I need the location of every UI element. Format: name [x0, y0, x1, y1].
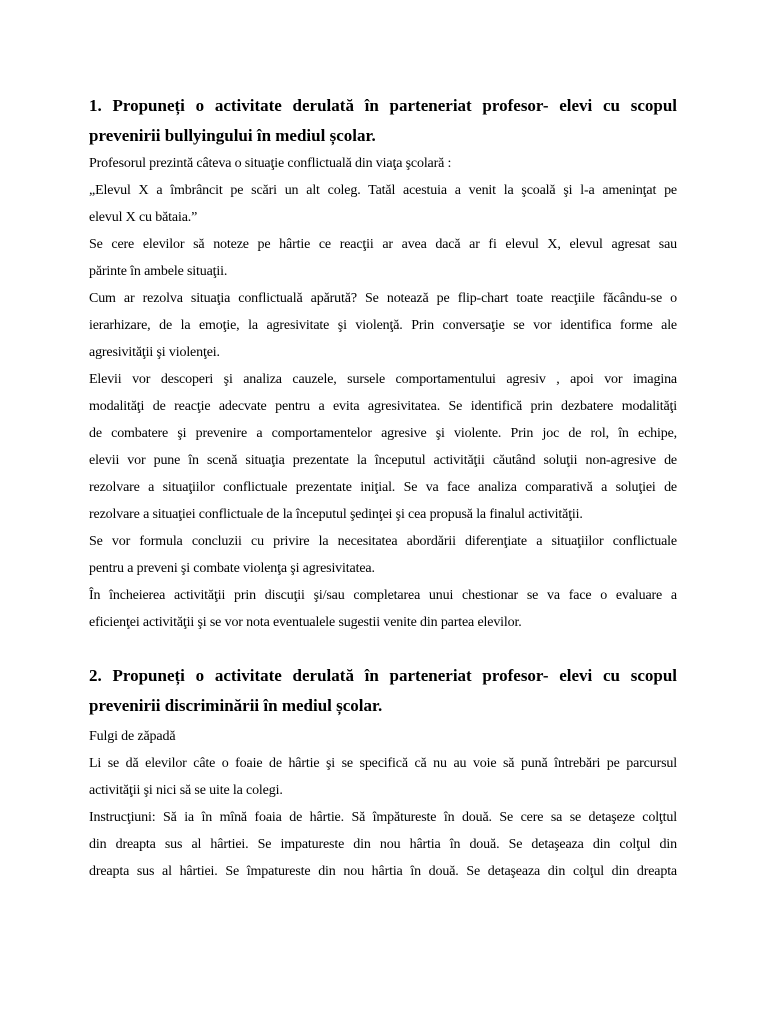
section-1-line: Elevii vor descoperi şi analiza cauzele, sursele comportamentului agresiv , apoi vor imagina [89, 372, 677, 387]
section-1-line: părinte în ambele situaţii. [89, 264, 228, 279]
section-1-line: Se cere elevilor să noteze pe hârtie ce reacţii ar avea dacă ar fi elevul X, elevul agresat sau [89, 237, 677, 252]
section-1-line: rezolvare a situaţiilor conflictuale prezentate iniţial. Se va face analiza comparativă a soluţiei de [89, 480, 677, 495]
section-1-line: elevii vor pune în scenă situaţia prezentate la începutul activităţii căutând soluţii non-agresive de [89, 453, 677, 468]
section-1-line: Se vor formula concluzii cu privire la necesitatea abordării diferenţiate a situaţiilor conflictuale [89, 534, 677, 549]
section-2-line: din dreapta sus al hârtiei. Se impatureste din nou hârtia în două. Se detaşeaza din colţul din [89, 837, 677, 852]
section-2-line: activităţii şi nici să se uite la colegi. [89, 783, 283, 798]
section-2-line: Instrucţiuni: Să ia în mînă foaia de hârtie. Să împătureste în două. Se cere sa se detaşeze colţtul [89, 810, 677, 825]
section-1-line: eficienţei activităţii şi se vor nota eventualele sugestii venite din partea elevilor. [89, 615, 522, 630]
section-1-line: În încheierea activităţii prin discuţii şi/sau completarea unui chestionar se va face o evaluare a [89, 588, 677, 603]
section-1-line: elevul X cu bătaia.” [89, 210, 198, 225]
section-2-heading: 2. Propuneți o activitate derulată în parteneriat profesor- elevi cu scopul prevenirii discriminării în mediul școlar. [89, 666, 677, 715]
section-2-line: dreapta sus al hârtiei. Se împatureste din nou hârtia în două. Se detaşeaza din colţul din dreapta [89, 864, 677, 879]
section-2-line: Fulgi de zăpadă [89, 729, 176, 744]
section-1-line: de combatere şi prevenire a comportamentelor agresive şi violente. Prin joc de rol, în echipe, [89, 426, 677, 441]
section-1-line: agresivităţii şi violenţei. [89, 345, 220, 360]
section-1-line: modalităţi de reacţie adecvate pentru a evita agresivitatea. Se identifică prin dezbatere modalităţi [89, 399, 677, 414]
section-1-heading: 1. Propuneți o activitate derulată în parteneriat profesor- elevi cu scopul prevenirii bullyingului în mediul școlar. [89, 96, 677, 145]
section-2-line: Li se dă elevilor câte o foaie de hârtie şi se specifică că nu au voie să pună întrebări pe parcursul [89, 756, 677, 771]
section-1-line: ierarhizare, de la emoţie, la agresivitate şi violenţă. Prin conversaţie se vor identifica forme ale [89, 318, 677, 333]
section-1-line: „Elevul X a îmbrâncit pe scări un alt coleg. Tatăl acestuia a venit la şcoală şi l-a ameninţat pe [89, 183, 677, 198]
section-1-line: Cum ar rezolva situaţia conflictuală apărută? Se notează pe flip-chart toate reacţiile făcându-se o [89, 291, 677, 306]
section-1-line: Profesorul prezintă câteva o situaţie conflictuală din viaţa şcolară : [89, 156, 452, 171]
section-1-line: rezolvare a situaţiei conflictuale de la începutul şedinţei şi cea propusă la finalul activităţii. [89, 507, 583, 522]
section-1-line: pentru a preveni şi combate violenţa şi agresivitatea. [89, 561, 375, 576]
